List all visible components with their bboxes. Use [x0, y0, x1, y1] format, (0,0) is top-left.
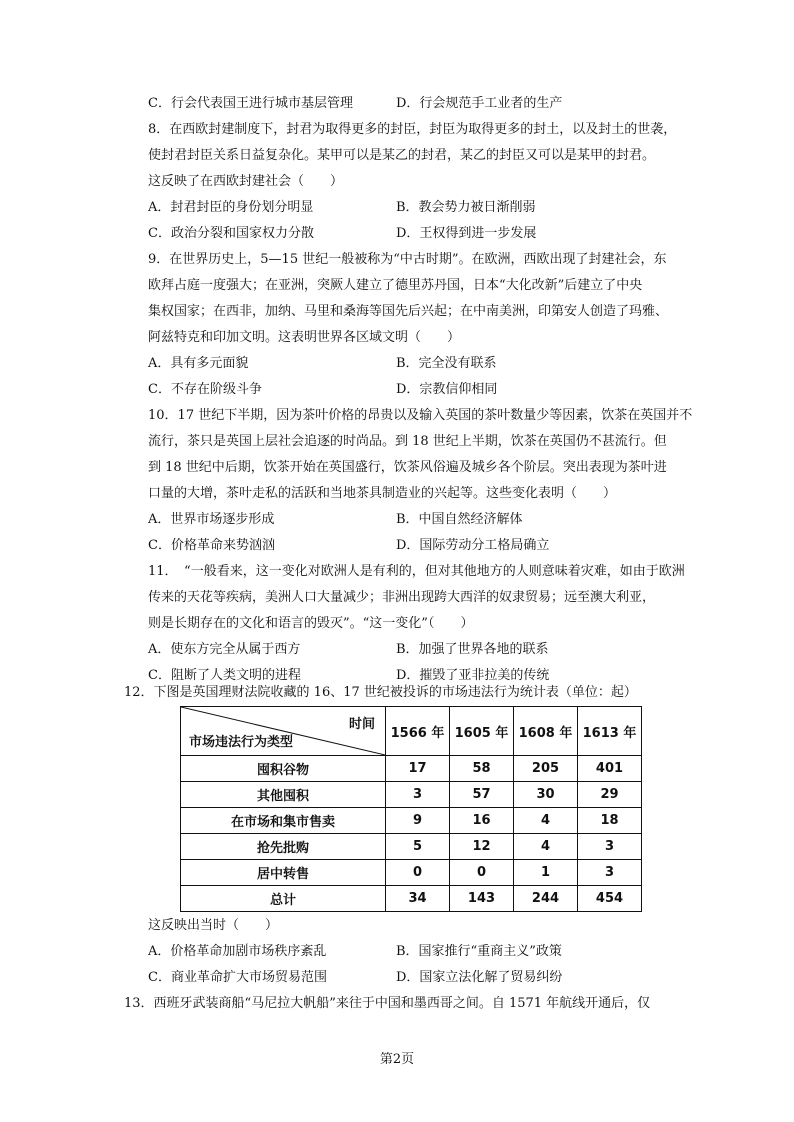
row-value: 401	[578, 756, 642, 782]
q12-question: 这反映出当时（ ）	[148, 918, 279, 933]
q11-stem-line-3: 则是长期存在的文化和语言的毁灭”。“这一变化”（ ）	[148, 616, 474, 631]
q10-option-d: D．国际劳动分工格局确立	[396, 538, 550, 553]
q12-option-a: A．价格革命加剧市场秩序紊乱	[148, 944, 327, 959]
row-value: 454	[578, 886, 642, 912]
row-type: 居中转售	[181, 860, 386, 886]
table-row	[181, 782, 642, 808]
table-header-row	[181, 707, 642, 756]
q10-stem-line-1: 10．17 世纪下半期，因为茶叶价格的昂贵以及输入英国的茶叶数量少等因素，饮茶在英国并不	[148, 408, 693, 423]
table-row	[181, 808, 642, 834]
table-row	[181, 756, 642, 782]
q8-option-b: B．教会势力被日渐削弱	[396, 200, 536, 215]
q10-stem-line-4: 口量的大增，茶叶走私的活跃和当地茶具制造业的兴起等。这些变化表明（ ）	[148, 486, 617, 501]
row-value: 9	[386, 808, 450, 834]
table-diagonal-header	[181, 707, 386, 756]
q9-stem-line-1: 9．在世界历史上，5—15 世纪一般被称为“中古时期”。在欧洲，西欧出现了封建社会，东	[148, 252, 667, 267]
table-row	[181, 834, 642, 860]
row-value: 29	[578, 782, 642, 808]
q9-option-d: D．宗教信仰相同	[396, 382, 498, 397]
header-year: 1613 年	[578, 707, 642, 756]
q7-option-d: D．行会规范手工业者的生产	[396, 96, 563, 111]
q11-option-d: D．摧毁了亚非拉美的传统	[396, 668, 550, 683]
row-value: 30	[514, 782, 578, 808]
row-value: 244	[514, 886, 578, 912]
header-year: 1608 年	[514, 707, 578, 756]
row-value: 1	[514, 860, 578, 886]
table-total-row	[181, 886, 642, 912]
q7-option-c: C．行会代表国王进行城市基层管理	[148, 96, 353, 111]
header-year: 1566 年	[386, 707, 450, 756]
row-type: 囤积谷物	[181, 756, 386, 782]
q11-stem-line-1: 11． “一般看来，这一变化对欧洲人是有利的，但对其他地方的人则意味着灾难，如由于欧洲	[148, 564, 685, 579]
q11-option-b: B．加强了世界各地的联系	[396, 642, 549, 657]
q9-option-b: B．完全没有联系	[396, 356, 497, 371]
market-violation-table	[180, 706, 642, 912]
q10-option-c: C．价格革命来势汹汹	[148, 538, 275, 553]
q8-stem-line-2: 使封君封臣关系日益复杂化。某甲可以是某乙的封君，某乙的封臣又可以是某甲的封君。	[148, 148, 656, 163]
row-type: 在市场和集市售卖	[181, 808, 386, 834]
q13-stem-line-1: 13．西班牙武装商船“马尼拉大帆船”来往于中国和墨西哥之间。自 1571 年航线开通后，仅	[124, 996, 651, 1011]
q9-option-a: A．具有多元面貌	[148, 356, 249, 371]
q9-stem-line-4: 阿兹特克和印加文明。这表明世界各区域文明（ ）	[148, 330, 461, 345]
table-row	[181, 860, 642, 886]
row-value: 3	[386, 782, 450, 808]
q8-stem-line-3: 这反映了在西欧封建社会（ ）	[148, 174, 344, 189]
row-value: 3	[578, 834, 642, 860]
row-value: 3	[578, 860, 642, 886]
q8-option-c: C．政治分裂和国家权力分散	[148, 226, 314, 241]
q10-stem-line-3: 到 18 世纪中后期，饮茶开始在英国盛行，饮茶风俗遍及城乡各个阶层。突出表现为茶叶进	[148, 460, 667, 475]
row-value: 0	[450, 860, 514, 886]
row-type: 其他囤积	[181, 782, 386, 808]
q9-stem-line-2: 欧拜占庭一度强大；在亚洲，突厥人建立了德里苏丹国，日本“大化改新”后建立了中央	[148, 278, 643, 293]
q8-option-d: D．王权得到进一步发展	[396, 226, 537, 241]
q11-option-a: A．使东方完全从属于西方	[148, 642, 301, 657]
row-value: 205	[514, 756, 578, 782]
row-value: 16	[450, 808, 514, 834]
row-value: 0	[386, 860, 450, 886]
row-value: 58	[450, 756, 514, 782]
row-value: 17	[386, 756, 450, 782]
q8-stem-line-1: 8．在西欧封建制度下，封君为取得更多的封臣，封臣为取得更多的封土，以及封土的世袭，	[148, 122, 677, 137]
row-type: 抢先批购	[181, 834, 386, 860]
q11-option-c: C．阻断了人类文明的进程	[148, 668, 301, 683]
row-value: 34	[386, 886, 450, 912]
header-type-label: 市场违法行为类型	[189, 735, 294, 750]
header-time-label: 时间	[348, 717, 375, 732]
q12-option-b: B．国家推行“重商主义”政策	[396, 944, 562, 959]
q8-option-a: A．封君封臣的身份划分明显	[148, 200, 314, 215]
row-value: 5	[386, 834, 450, 860]
q10-stem-line-2: 流行，茶只是英国上层社会追逐的时尚品。到 18 世纪上半期，饮茶在英国仍不甚流行。但	[148, 434, 667, 449]
row-value: 57	[450, 782, 514, 808]
row-value: 12	[450, 834, 514, 860]
row-type: 总计	[181, 886, 386, 912]
q12-option-d: D．国家立法化解了贸易纠纷	[396, 970, 563, 985]
q12-option-c: C．商业革命扩大市场贸易范围	[148, 970, 327, 985]
row-value: 4	[514, 834, 578, 860]
row-value: 143	[450, 886, 514, 912]
q11-stem-line-2: 传来的天花等疾病，美洲人口大量减少；非洲出现跨大西洋的奴隶贸易；远至澳大利亚，	[148, 590, 656, 605]
q9-stem-line-3: 集权国家；在西非，加纳、马里和桑海等国先后兴起；在中南美洲，印第安人创造了玛雅、	[148, 304, 669, 319]
row-value: 4	[514, 808, 578, 834]
row-value: 18	[578, 808, 642, 834]
q10-option-a: A．世界市场逐步形成	[148, 512, 275, 527]
q12-stem: 12．下图是英国理财法院收藏的 16、17 世纪被投诉的市场违法行为统计表（单位：起）	[124, 685, 637, 700]
page-number: 第2页	[379, 1052, 415, 1067]
q10-option-b: B．中国自然经济解体	[396, 512, 523, 527]
header-year: 1605 年	[450, 707, 514, 756]
q9-option-c: C．不存在阶级斗争	[148, 382, 262, 397]
